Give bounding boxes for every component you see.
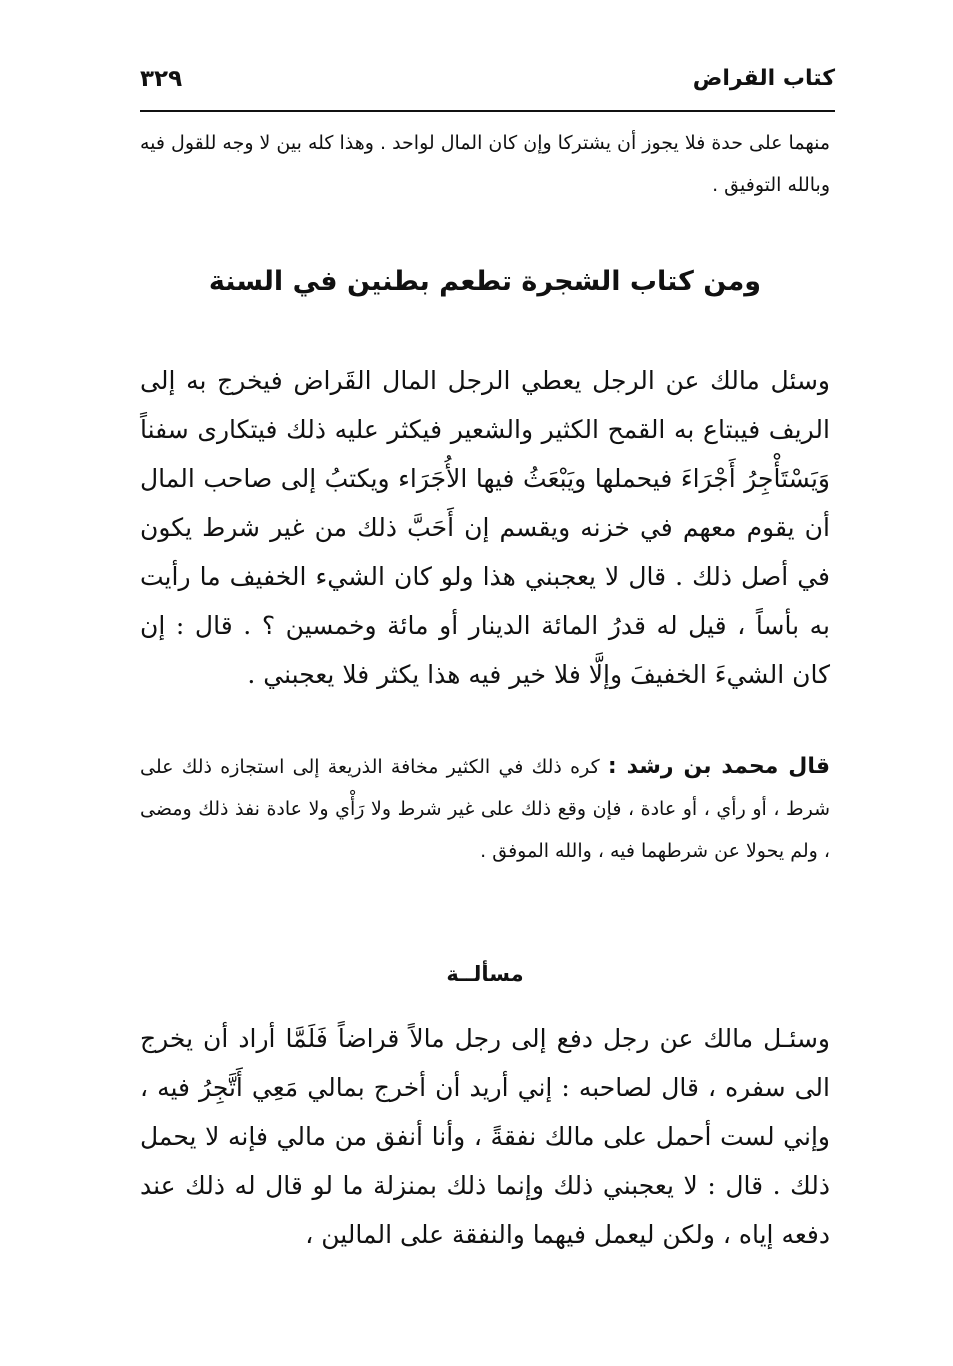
header-rule: [140, 110, 835, 112]
masala-paragraph: وسئـل مالك عن رجل دفع إلى رجل مالاً قراضاً فَلَمَّا أراد أن يخرج الى سفره ، قال لصاحبه : إني أريد أن أخرج بمالي مَعِي أَتَّجِرُ فيه ، وإني لست أحمل على مالك نفقةً ، وأنا أنفق من مالي فإنه لا يحمل ذلك . قال : لا يعجبني ذلك وإنما ذلك بمنزلة ما لو قال له ذلك عند دفعه إياه ، ولكن ليعمل فيهما والنفقة على المالين ،: [140, 1024, 830, 1249]
page-header: [140, 62, 835, 102]
running-title: كتاب القراض: [692, 66, 835, 91]
masala-heading: مسألــة: [446, 962, 524, 986]
commentary-text: كره ذلك في الكثير مخافة الذريعة إلى استجازه ذلك على شرط ، أو رأي ، أو عادة ، فإن وقع ذلك على غير شرط ولا رَأْي ولا عادة نفذ ذلك ومضى ، ولم يحولا عن شرطهما فيه ، والله الموفق .: [140, 756, 830, 862]
section-heading: ومن كتاب الشجرة تطعم بطنين في السنة: [208, 266, 762, 297]
question-paragraph: وسئل مالك عن الرجل يعطي الرجل المال القَراض فيخرج به إلى الريف فيبتاع به القمح الكثير والشعير فيكثر عليه ذلك فيتكارى سفناً وَيَسْتَأْجِرُ أَجْرَاءَ فيحملها ويَبْعَثُ فيها الأُجَرَاء ويكتبُ إلى صاحب المال أن يقوم معهم في خزنه ويقسم إن أَحَبَّ ذلك من غير شرط يكون في أصل ذلك . قال لا يعجبني هذا ولو كان الشيء الخفيف ما رأيت به بأساً ، قيل له قدرُ المائة الدينار أو مائة وخمسين ؟ . قال : إن كان الشيءَ الخفيفَ وإلَّا فلا خير فيه هذا يكثر فلا يعجبني .: [140, 366, 830, 689]
intro-paragraph: منهما على حدة فلا يجوز أن يشتركا وإن كان المال لواحد . وهذا كله بين لا وجه للقول فيه وبالله التوفيق .: [140, 132, 830, 196]
page-number: ٣٢٩: [140, 66, 183, 92]
commentary-speaker: قال محمد بن رشد :: [607, 754, 830, 779]
commentary-paragraph: [140, 746, 830, 872]
